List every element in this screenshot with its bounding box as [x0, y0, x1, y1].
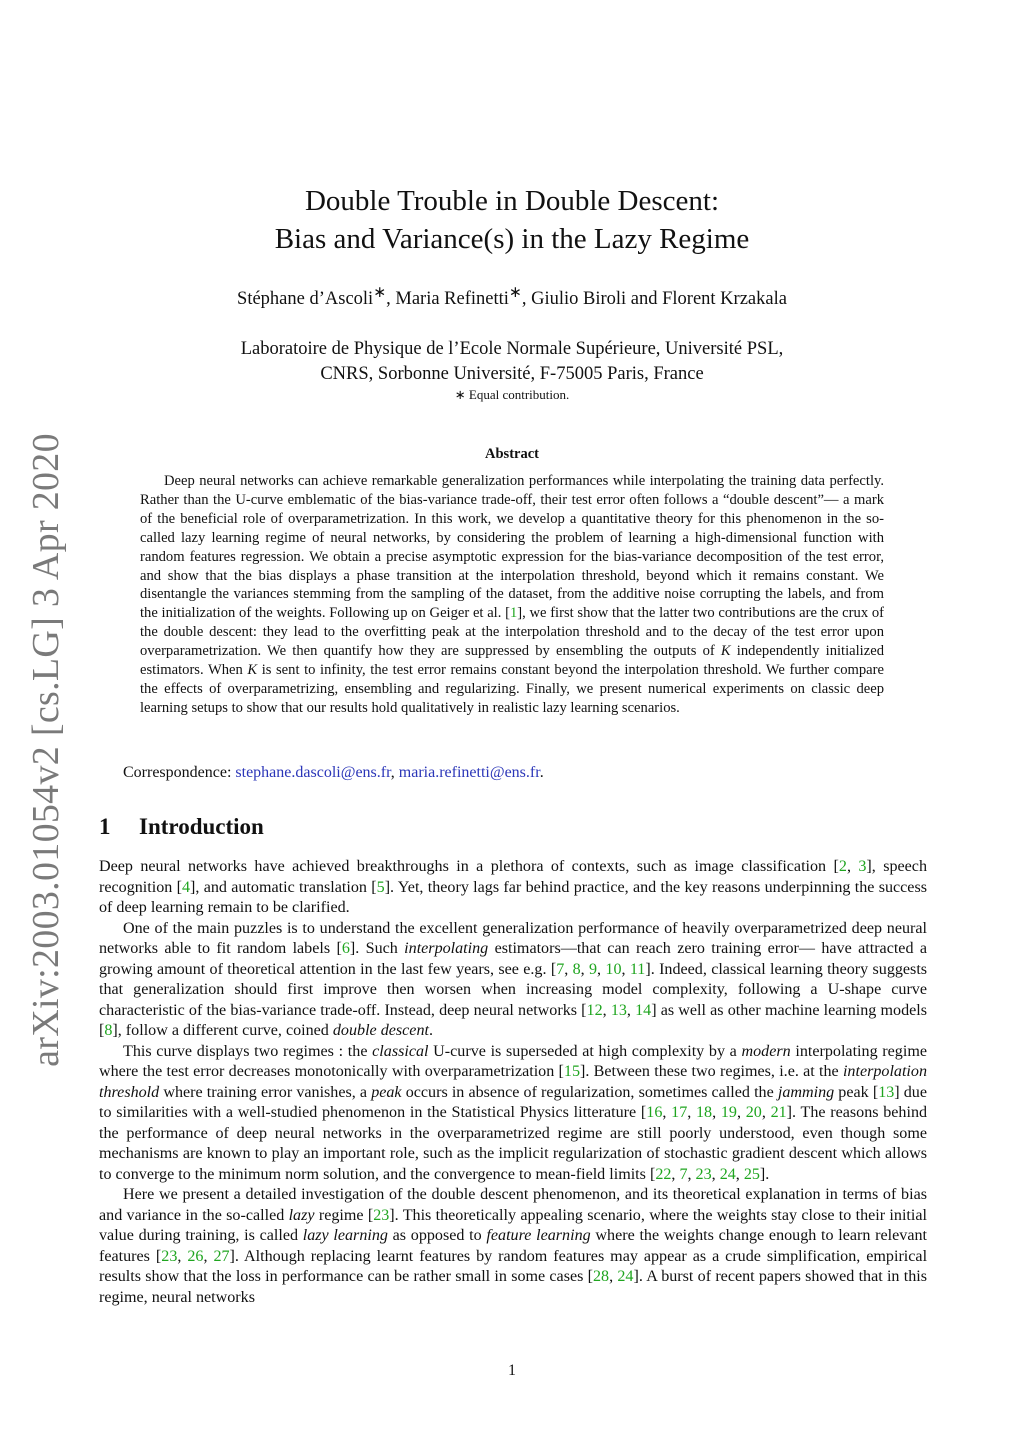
citation-link[interactable]: 8 [572, 960, 581, 978]
email-link[interactable]: maria.refinetti@ens.fr [398, 764, 540, 781]
citation-link[interactable]: 15 [563, 1063, 580, 1080]
citation-link[interactable]: 13 [610, 1001, 627, 1019]
citation-link[interactable]: 26 [187, 1247, 204, 1265]
citation-link[interactable]: 11 [629, 960, 646, 978]
citation-link[interactable]: 6 [341, 940, 350, 957]
abstract-text: Deep neural networks can achieve remarkable generalization performances while interpolating the training data perfectly. Rather than the U-curve emblematic of the bias-variance trade-off, their test error often follows a “double descent”— a mark of the beneficial role of overparametrization. In this work, we develop a quantitative theory for this phenomenon in the so-called lazy learning regime of neural networks, by considering the problem of learning a high-dimensional function with random features regression. We obtain a precise asymptotic expression for the bias-variance decomposition of the test error, and show that the bias displays a phase transition at the interpolation threshold, beyond which it remains constant. We disentangle the variances stemming from the sampling of the dataset, from the additive noise corrupting the labels, and from the initialization of the weights. Following up on Geiger et al. [1], we first show that the latter two contributions are the crux of the double descent: they lead to the overfitting peak at the interpolation threshold and to the decay of the test error upon overparametrization. We then quantify how they are suppressed by ensembling the outputs of K independently initialized estimators. When K is sent to infinity, the test error remains constant beyond the interpolation threshold. We further compare the effects of overparametrizing, ensembling and regularizing. Finally, we present numerical experiments on classic deep learning setups to show that our results hold qualitatively in realistic lazy learning scenarios. [140, 473, 884, 716]
citation-link[interactable]: 28 [593, 1268, 610, 1285]
title-line-2: Bias and Variance(s) in the Lazy Regime [274, 223, 750, 255]
paper-title [0, 182, 1024, 258]
author-list: Stéphane d’Ascoli∗, Maria Refinetti∗, Giulio Biroli and Florent Krzakala [237, 284, 787, 310]
other-authors: Giulio Biroli and Florent Krzakala [531, 289, 787, 310]
citation-link[interactable]: 14 [635, 1001, 652, 1019]
paragraph: Deep neural networks have achieved breakthroughs in a plethora of contexts, such as image classification [2, 3], speech recognition [4], and automatic translation [5]. Yet, theory lags far behind practice, and the key reasons underpinning the success of deep learning remain to be clarified. [99, 858, 927, 916]
citation-link[interactable]: 7 [679, 1165, 688, 1183]
title-line-1: Double Trouble in Double Descent: [304, 185, 719, 217]
citation-link[interactable]: 20 [745, 1104, 762, 1121]
section-heading [99, 814, 264, 840]
citation-link[interactable]: 3 [858, 858, 867, 875]
email-link[interactable]: stephane.dascoli@ens.fr [235, 764, 391, 781]
citation-link[interactable]: 12 [586, 1001, 603, 1019]
citation-link[interactable]: 13 [878, 1083, 895, 1101]
citation-link[interactable]: 23 [161, 1247, 178, 1265]
citation-link[interactable]: 27 [213, 1247, 230, 1265]
citation-link[interactable]: 23 [373, 1206, 390, 1224]
page-number: 1 [508, 1362, 516, 1379]
citation-link[interactable]: 16 [646, 1104, 663, 1121]
correspondence: Correspondence: stephane.dascoli@ens.fr, maria.refinetti@ens.fr. [123, 764, 544, 781]
equal-contribution-mark: ∗ [508, 284, 522, 301]
citation-link[interactable]: 2 [838, 858, 847, 875]
affiliation [0, 337, 1024, 387]
arxiv-identifier: arXiv:2003.01054v2 [cs.LG] 3 Apr 2020 [25, 433, 68, 1067]
citation-link[interactable]: 19 [720, 1104, 737, 1121]
paragraph: One of the main puzzles is to understand the excellent generalization performance of heavily overparametrized deep neural networks able to fit random labels [6]. Such interpolating estimators—that can reach zero training error— have attracted a growing amount of theoretical attention in the last few years, see e.g. [7, 8, 9, 10, 11]. Indeed, classical learning theory suggests that generalization should first improve then worsen when increasing model complexity, following a U-shape curve characteristic of the bias-variance trade-off. Instead, deep neural networks [12, 13, 14] as well as other machine learning models [8], follow a different curve, coined double descent. [99, 919, 928, 1039]
section-number: 1 [99, 814, 111, 839]
citation-link[interactable]: 23 [695, 1165, 712, 1183]
paragraph: This curve displays two regimes : the classical U-curve is superseded at high complexity by a modern interpolating regime where the test error decreases monotonically with overparametrization [15]. Between these two regimes, i.e. at the interpolation threshold where training error vanishes, a peak occurs in absence of regularization, sometimes called the jamming peak [13] due to similarities with a well-studied phenomenon in the Statistical Physics litterature [16, 17, 18, 19, 20, 21]. The reasons behind the performance of deep neural networks in the overparametrized regime are still poorly understood, even though some mechanisms are known to play an important role, such as the implicit regularization of stochastic gradient descent which allows to converge to the minimum norm solution, and the convergence to mean-field limits [22, 7, 23, 24, 25]. [99, 1042, 928, 1183]
affiliation-line-2: CNRS, Sorbonne Université, F-75005 Paris, France [320, 364, 704, 384]
citation-link[interactable]: 18 [696, 1104, 713, 1121]
equal-contribution-mark: ∗ [373, 284, 387, 301]
citation-link[interactable]: 24 [617, 1268, 634, 1285]
citation-link[interactable]: 24 [719, 1165, 736, 1183]
author-1: Stéphane d’Ascoli [237, 289, 374, 310]
citation-link[interactable]: 4 [181, 878, 191, 896]
abstract-heading: Abstract [485, 446, 539, 462]
author-2: Maria Refinetti [395, 289, 509, 310]
citation-link[interactable]: 17 [671, 1104, 688, 1121]
citation-link[interactable]: 1 [509, 605, 518, 622]
introduction-body [99, 857, 927, 1308]
citation-link[interactable]: 5 [376, 878, 385, 896]
citation-link[interactable]: 25 [743, 1165, 760, 1183]
citation-link[interactable]: 21 [770, 1104, 787, 1121]
citation-link[interactable]: 22 [655, 1165, 672, 1183]
citation-link[interactable]: 8 [104, 1022, 113, 1039]
arxiv-side-stamp [18, 433, 74, 1067]
section-title: Introduction [139, 814, 264, 839]
affiliation-line-1: Laboratoire de Physique de l’Ecole Normale Supérieure, Université PSL, [240, 339, 784, 359]
citation-link[interactable]: 10 [605, 960, 622, 978]
citation-link[interactable]: 9 [589, 960, 598, 978]
equal-contribution-note: ∗ Equal contribution. [454, 387, 570, 402]
paragraph: Here we present a detailed investigation of the double descent phenomenon, and its theoretical explanation in terms of bias and variance in the so-called lazy regime [23]. This theoretically appealing scenario, where the weights stay close to their initial value during training, is called lazy learning as opposed to feature learning where the weights change enough to learn relevant features [23, 26, 27]. Although replacing learnt features by random features may appear as a crude simplification, empirical results show that the loss in performance can be rather small in some cases [28, 24]. A burst of recent papers showed that in this regime, neural networks [99, 1186, 928, 1306]
citation-link[interactable]: 7 [556, 960, 565, 978]
